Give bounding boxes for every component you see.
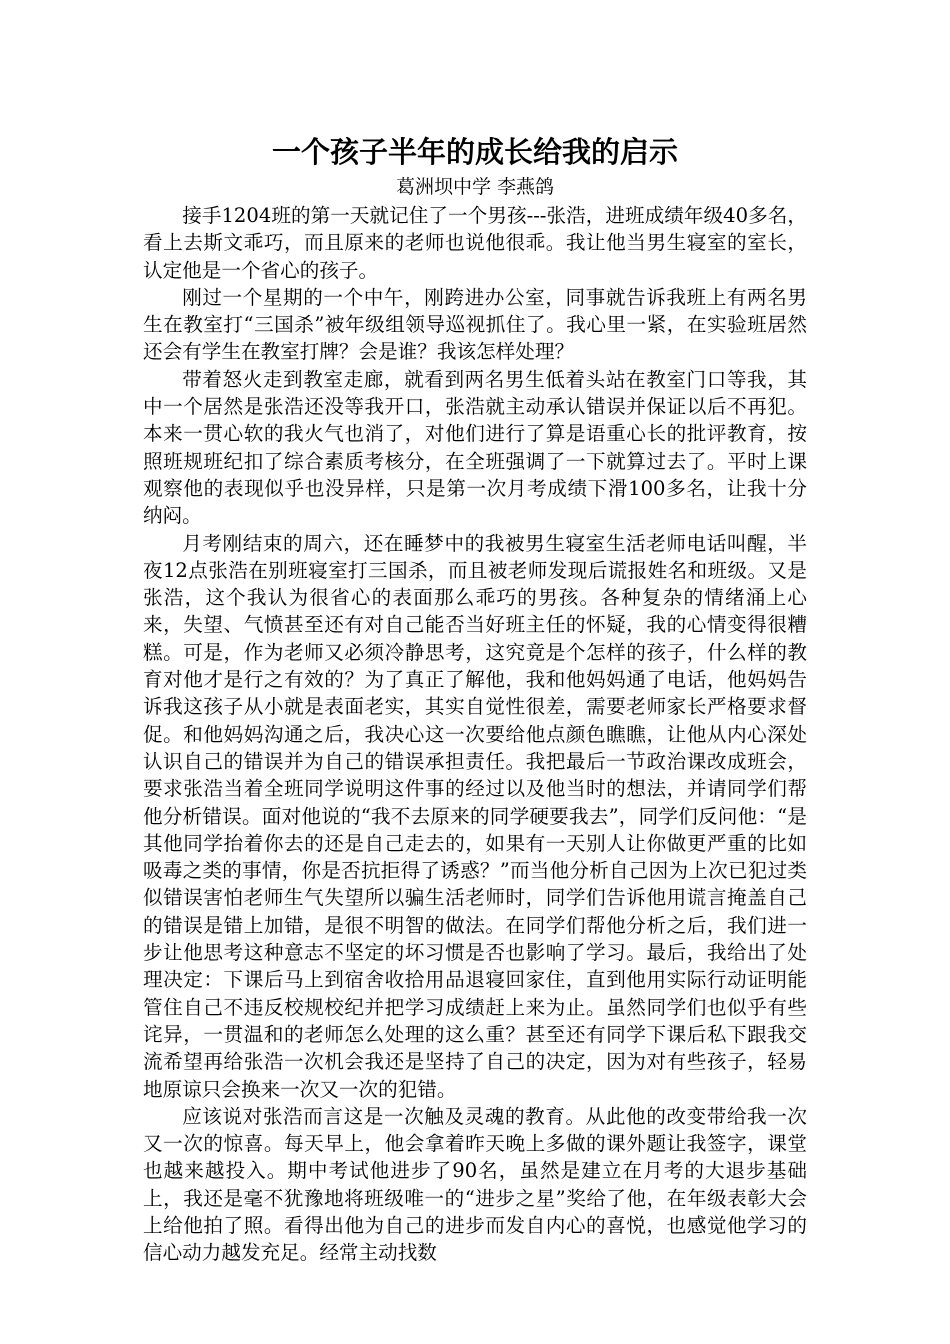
article-author: 葛洲坝中学 李燕鸽 [395, 176, 555, 198]
article-body [143, 130, 807, 1267]
paragraph-3: 带着怒火走到教室走廊，就看到两名男生低着头站在教室门口等我，其中一个居然是张浩还没等我开口，张浩就主动承认错误并保证以后不再犯。本来一贯心软的我火气也消了，对他们进行了算是语重心长的批评教育，按照班规班纪扣了综合素质考核分，在全班强调了一下就算过去了。平时上课观察他的表现似乎也没异样，只是第一次月考成绩下滑100多名，让我十分纳闷。 [143, 367, 807, 528]
paragraph-4: 月考刚结束的周六，还在睡梦中的我被男生寝室生活老师电话叫醒，半夜12点张浩在别班寝室打三国杀，而且被老师发现后谎报姓名和班级。又是张浩，这个我认为很省心的表面那么乖巧的男孩。各种复杂的情绪涌上心来，失望、气愤甚至还有对自己能否当好班主任的怀疑，我的心情变得很糟糕。可是，作为老师又必须冷静思考，这究竟是个怎样的孩子，什么样的教育对他才是行之有效的？为了真正了解他，我和他妈妈通了电话，他妈妈告诉我这孩子从小就是表面老实，其实自觉性很差，需要老师家长严格要求督促。和他妈妈沟通之后，我决心这一次要给他点颜色瞧瞧，让他从内心深处认识自己的错误并为自己的错误承担责任。我把最后一节政治课改成班会，要求张浩当着全班同学说明这件事的经过以及他当时的想法，并请同学们帮他分析错误。面对他说的“我不去原来的同学硬要我去”，同学们反问他：“是其他同学抬着你去的还是自己走去的，如果有一天别人让你做更严重的比如吸毒之类的事情，你是否抗拒得了诱惑？”而当他分析自己因为上次已犯过类似错误害怕老师生气失望所以骗生活老师时，同学们告诉他用谎言掩盖自己的错误是错上加错，是很不明智的做法。在同学们帮他分析之后，我们进一步让他思考这种意志不坚定的坏习惯是否也影响了学习。最后，我给出了处理决定：下课后马上到宿舍收拾用品退寝回家住，直到他用实际行动证明能管住自己不违反校规校纪并把学习成绩赶上来为止。虽然同学们也似乎有些诧异，一贯温和的老师怎么处理的这么重？甚至还有同学下课后私下跟我交流希望再给张浩一次机会我还是坚持了自己的决定，因为对有些孩子，轻易地原谅只会换来一次又一次的犯错。 [143, 531, 807, 1101]
paragraph-1: 接手1204班的第一天就记住了一个男孩---张浩，进班成绩年级40多名，看上去斯文乖巧，而且原来的老师也说他很乖。我让他当男生寝室的室长，认定他是一个省心的孩子。 [143, 204, 807, 282]
paragraph-5: 应该说对张浩而言这是一次触及灵魂的教育。从此他的改变带给我一次又一次的惊喜。每天早上，他会拿着昨天晚上多做的课外题让我签字，课堂也越来越投入。期中考试他进步了90名，虽然是建立在月考的大退步基础上，我还是毫不犹豫地将班级唯一的“进步之星”奖给了他，在年级表彰大会上给他拍了照。看得出他为自己的进步而发自内心的喜悦，也感觉他学习的信心动力越发充足。经常主动找数 [143, 1104, 807, 1265]
paragraph-2: 刚过一个星期的一个中午，刚跨进办公室，同事就告诉我班上有两名男生在教室打“三国杀”被年级组领导巡视抓住了。我心里一紧，在实验班居然还会有学生在教室打牌？会是谁？我该怎样处理？ [143, 285, 807, 364]
article-title: 一个孩子半年的成长给我的启示 [271, 135, 678, 169]
